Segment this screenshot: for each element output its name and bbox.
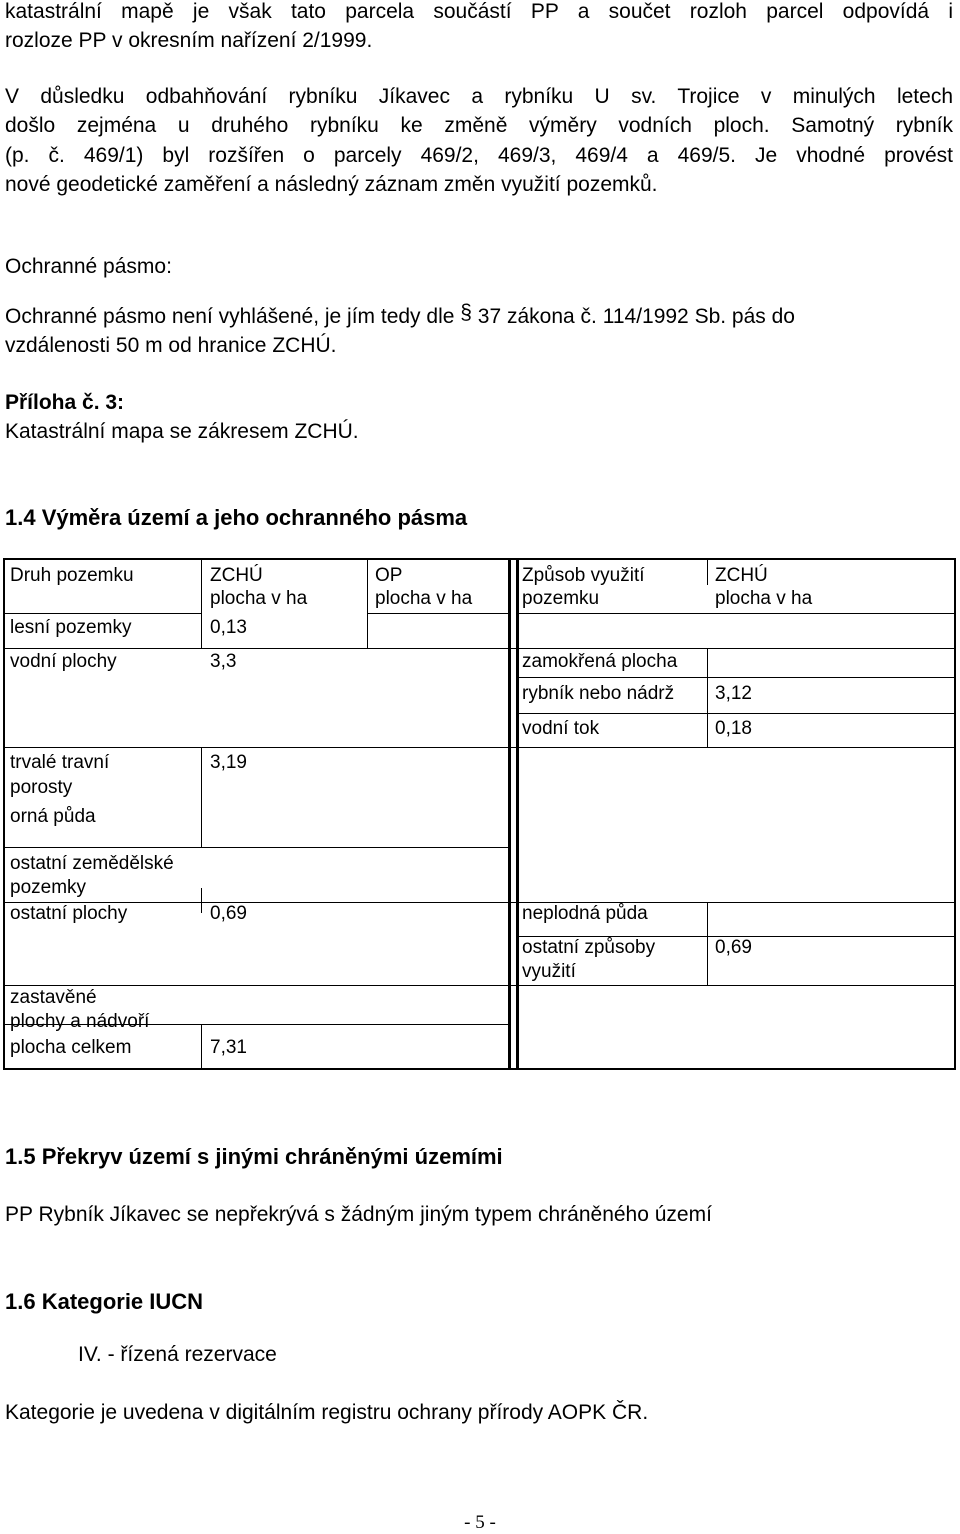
row-vodni-tok-label: vodní tok — [522, 718, 600, 739]
ochranne-pasmo-line-2: vzdálenosti 50 m od hranice ZCHÚ. — [5, 334, 337, 357]
header-zchu: ZCHÚ — [210, 565, 263, 586]
row-neplodna-label: neplodná půda — [522, 903, 648, 924]
priloha-text: Katastrální mapa se zákresem ZCHÚ. — [5, 420, 359, 443]
row-lesni-label: lesní pozemky — [10, 617, 132, 638]
row-celkem-value: 7,31 — [210, 1037, 247, 1058]
row-ostatni-zpusoby-label-1: ostatní způsoby — [522, 937, 656, 958]
paragraph-line-3: (p. č. 469/1) byl rozšířen o parcely 469/2, 469/3, 469/4 a 469/5. Je vhodné provést — [5, 144, 953, 167]
row-rybnik-label: rybník nebo nádrž — [522, 683, 675, 704]
row-celkem-label: plocha celkem — [10, 1037, 132, 1058]
row-ostatni-zem-label-1: ostatní zemědělské — [10, 853, 174, 874]
row-orna-label: orná půda — [10, 806, 96, 827]
row-zastavene-label-2: plochy a nádvoří — [10, 1011, 150, 1032]
area-table — [3, 558, 956, 1070]
row-zastavene-label-1: zastavěné — [10, 987, 97, 1008]
ochranne-text-b: 37 zákona č. 114/1992 Sb. pás do — [477, 305, 795, 328]
row-ostatni-plochy-value: 0,69 — [210, 903, 247, 924]
iucn-category: IV. - řízená rezervace — [78, 1343, 277, 1366]
row-rybnik-value: 3,12 — [715, 683, 752, 704]
row-ostatni-zpusoby-label-2: využití — [522, 961, 576, 982]
row-ostatni-plochy-label: ostatní plochy — [10, 903, 128, 924]
section-1-5-text: PP Rybník Jíkavec se nepřekrývá s žádným jiným typem chráněného území — [5, 1203, 712, 1226]
row-vodni-value: 3,3 — [210, 651, 237, 672]
header-op: OP — [375, 565, 403, 586]
section-1-5-title: 1.5 Překryv území s jinými chráněnými územími — [5, 1144, 503, 1169]
ochranne-text-a: Ochranné pásmo není vyhlášené, je jím tedy dle — [5, 305, 455, 328]
page-number: - 5 - — [464, 1512, 496, 1533]
paragraph-line-2: došlo zejména u druhého rybníku ke změně výměry vodních ploch. Samotný rybník — [5, 114, 953, 137]
intro-line-1: katastrální mapě je však tato parcela součástí PP a součet rozloh parcel odpovídá i — [5, 0, 953, 23]
row-ostatni-zpusoby-value: 0,69 — [715, 937, 752, 958]
header-zpusob: Způsob využití — [522, 565, 645, 586]
row-vodni-tok-value: 0,18 — [715, 718, 752, 739]
intro-line-2: rozloze PP v okresním nařízení 2/1999. — [5, 29, 373, 52]
ochranne-pasmo-line-1 — [5, 302, 795, 331]
section-1-6-text: Kategorie je uvedena v digitálním registru ochrany přírody AOPK ČR. — [5, 1401, 649, 1424]
section-1-4-title: 1.4 Výměra území a jeho ochranného pásma — [5, 505, 468, 530]
header-zpusob-2: pozemku — [522, 588, 600, 609]
priloha-label: Příloha č. 3: — [5, 391, 125, 414]
header-zchu-sub: plocha v ha — [210, 588, 308, 609]
ochranne-pasmo-heading: Ochranné pásmo: — [5, 255, 172, 278]
row-ttp-label-2: porosty — [10, 777, 73, 798]
paragraph-line-1: V důsledku odbahňování rybníku Jíkavec a rybníku U sv. Trojice v minulých letech — [5, 85, 953, 108]
row-ostatni-zem-label-2: pozemky — [10, 877, 87, 898]
row-zamokrena-label: zamokřená plocha — [522, 651, 678, 672]
row-ttp-label-1: trvalé travní — [10, 752, 110, 773]
row-ttp-value: 3,19 — [210, 752, 247, 773]
row-vodni-label: vodní plochy — [10, 651, 117, 672]
header-zchu-2-sub: plocha v ha — [715, 588, 813, 609]
header-zchu-2: ZCHÚ — [715, 565, 768, 586]
paragraph-line-4: nové geodetické zaměření a následný záznam změn využití pozemků. — [5, 173, 658, 196]
section-sign: § — [460, 301, 472, 324]
header-op-sub: plocha v ha — [375, 588, 473, 609]
section-1-6-title: 1.6 Kategorie IUCN — [5, 1289, 204, 1314]
row-lesni-value: 0,13 — [210, 617, 247, 638]
header-druh: Druh pozemku — [10, 565, 134, 586]
